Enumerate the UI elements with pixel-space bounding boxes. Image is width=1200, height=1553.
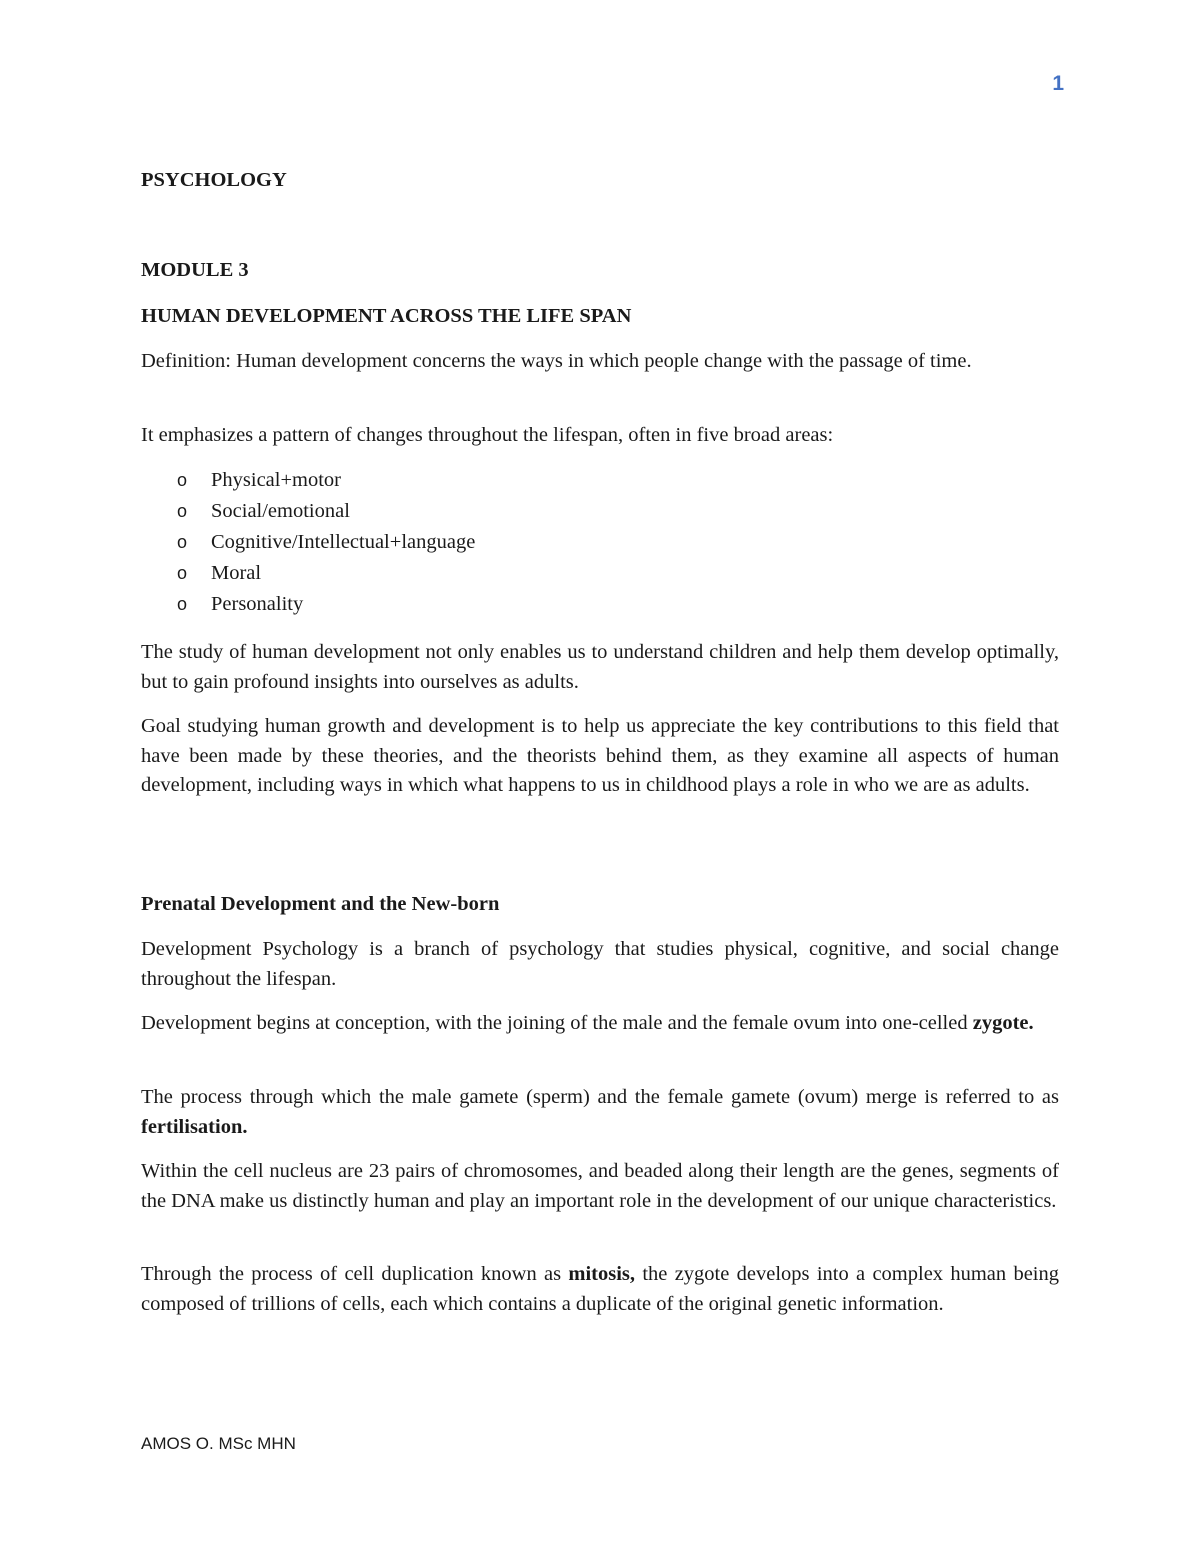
definition-paragraph: Definition: Human development concerns the ways in which people change with the passage of time.: [141, 350, 972, 372]
page-footer: AMOS O. MSc MHN: [141, 1434, 296, 1453]
module-heading: MODULE 3: [141, 259, 249, 281]
list-item: o Moral: [141, 558, 1059, 589]
bullet-icon: o: [177, 501, 188, 521]
bullet-icon: o: [177, 594, 188, 614]
study-paragraph: The study of human development not only enables us to understand children and help them develop optimally, but to gain profound insights into ourselves as adults.: [141, 641, 1059, 693]
bullet-icon: o: [177, 470, 188, 490]
list-item: o Personality: [141, 589, 1059, 620]
emphasis-intro: It emphasizes a pattern of changes throughout the lifespan, often in five broad areas:: [141, 424, 834, 446]
list-item: o Physical+motor: [141, 465, 1059, 496]
term-fertilisation: fertilisation.: [141, 1115, 248, 1138]
fertilisation-paragraph: The process through which the male gamete (sperm) and the female gamete (ovum) merge is referred to as fertilisation.: [141, 1086, 1059, 1138]
subheading-prenatal: Prenatal Development and the New-born: [141, 893, 500, 915]
mitosis-paragraph: Through the process of cell duplication known as mitosis, the zygote develops into a complex human being composed of trillions of cells, each which contains a duplicate of the original genetic information.: [141, 1263, 1059, 1315]
term-zygote: zygote.: [972, 1012, 1034, 1034]
dev-psych-paragraph: Development Psychology is a branch of psychology that studies physical, cognitive, and social change throughout the lifespan.: [141, 938, 1059, 990]
development-areas-list: [141, 465, 1059, 620]
section-heading: HUMAN DEVELOPMENT ACROSS THE LIFE SPAN: [141, 305, 632, 327]
list-item: o Cognitive/Intellectual+language: [141, 527, 1059, 558]
conception-paragraph: Development begins at conception, with the joining of the male and the female ovum into one-celled zygote.: [141, 1012, 1034, 1034]
document-title: PSYCHOLOGY: [141, 169, 287, 191]
chromosomes-paragraph: Within the cell nucleus are 23 pairs of chromosomes, and beaded along their length are the genes, segments of the DNA make us distinctly human and play an important role in the development of our unique characteristics.: [141, 1160, 1059, 1212]
bullet-icon: o: [177, 563, 188, 583]
term-mitosis: mitosis,: [568, 1263, 636, 1285]
bullet-icon: o: [177, 532, 188, 552]
goal-paragraph: Goal studying human growth and development is to help us appreciate the key contributions to this field that have been made by these theories, and the theorists behind them, as they examine all aspects of human development, including ways in which what happens to us in childhood plays a role in who we are as adults.: [141, 715, 1059, 796]
list-item: o Social/emotional: [141, 496, 1059, 527]
page-number: 1: [1052, 72, 1064, 95]
